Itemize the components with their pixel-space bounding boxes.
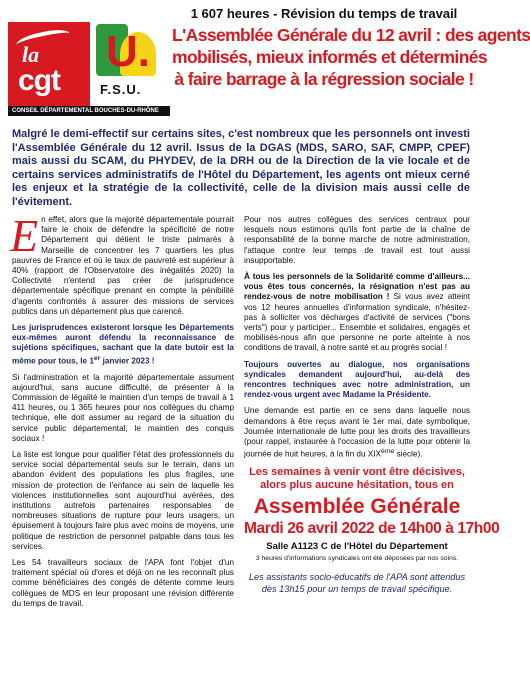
cta-date: Mardi 26 avril 2022 de 14h00 à 17h00 bbox=[244, 520, 500, 538]
venue-note: 3 heures d'informations syndicales ont été déposées par nos soins. bbox=[255, 555, 459, 563]
left-paragraph-2-text: Les jurisprudences existeront lorsque les Départements eux-mêmes auront défendu la reconnaissance de sujétions spécifiques, sachant que la date butoir est la même pour tous, le 1 bbox=[12, 323, 234, 366]
right-paragraph-2-text: Si vous avez atteint vos 12 heures annuelles d'information syndicale, n'hésitez-pas à solliciter vos décharges d'activité de services ("bons verts") pour y participer... Ensemble et solidaires, engagés et mobilisés-nous afin que personne ne porte atteinte à nos conditions de travail, à notre santé et au progrès social ! bbox=[244, 292, 470, 353]
drop-cap: E bbox=[10, 210, 39, 261]
fsu-logo bbox=[92, 24, 166, 104]
left-paragraph-2 bbox=[12, 323, 234, 367]
right-paragraph-2 bbox=[244, 272, 470, 354]
right-paragraph-4-end: siècle). bbox=[394, 450, 423, 459]
cta-assemblee: Assemblée Générale bbox=[253, 495, 461, 519]
cta-line-2: alors plus aucune hésitation, tous en bbox=[260, 479, 454, 492]
header-title-line: à faire barrage à la régression sociale ! bbox=[174, 69, 474, 89]
fsu-logo-letter: U. bbox=[106, 27, 150, 76]
right-column bbox=[244, 215, 500, 595]
header-title-line: L'Assemblée Générale du 12 avril : des agents bbox=[172, 25, 530, 45]
right-paragraph-2-bold: À tous les personnels de la Solidarité comme d'ailleurs... vous êtes tous concernés, la résignation n'est pas au rendez-vous de notre mobilisation ! bbox=[244, 272, 470, 302]
left-paragraph-2-end: janvier 2023 ! bbox=[100, 356, 155, 366]
left-paragraph-1 bbox=[10, 210, 234, 317]
right-paragraph-3: Toujours ouvertes au dialogue, nos organisations syndicales demandent aujourd'hui, au-delà des rencontres techniques avec notre administration, un rendez-vous urgent avec Madame la Présidente. bbox=[244, 359, 470, 400]
intro-paragraph: Malgré le demi-effectif sur certains sites, c'est nombreux que les personnels ont investi l'Assemblée Générale du 12 avril. Issus de la DGAS (MDS, SARO, SAF, CMPP, CPEF) mais aussi du SCAM, du PHYDEV, de la DRH ou de la Direction de la vie locale et de certains services administratifs de l'Hôtel du Département, les agents ont mieux cerné les enjeux et la stratégie de la collectivité, celle de la division mais aussi celle de l'évitement. bbox=[12, 128, 470, 208]
cgt-logo-la: la bbox=[22, 42, 40, 67]
left-paragraph-4: La liste est longue pour qualifier l'état des professionnels du service social départemental seuls sur le terrain, dans un abandon évident des populations les plus fragiles, une mission de protection de l'enfance au sein de laquelle les violences institutionnelles sont aujourd'hui avérées, des institutions autrefois partenaires responsables de nombreuses situations de rupture pour leurs usagers, un épuisement à toujours faire plus avec moins de moyens, une politique de restriction de personnel palpable dans tous les services. bbox=[12, 450, 234, 551]
venue: Salle A1123 C de l'Hôtel du Département bbox=[266, 541, 448, 553]
fsu-logo-text: F.S.U. bbox=[100, 82, 142, 97]
header-kicker: 1 607 heures - Révision du temps de travail bbox=[190, 6, 458, 21]
cgt-logo bbox=[8, 22, 90, 106]
superscript: er bbox=[93, 354, 101, 362]
superscript: ème bbox=[381, 448, 395, 456]
cgt-logo-text: cgt bbox=[18, 64, 60, 97]
header-title bbox=[172, 24, 530, 90]
right-paragraph-4-text: Une demande est partie en ce sens dans laquelle nous demandons à être reçus avant le 1er mai, date symbolique, Journée internationale de lutte pour les droits des travailleurs (pour rappel, instaurée à l'occasion de la lutte pour obtenir la journée de huit heures, à la fin du XIX bbox=[244, 406, 470, 459]
cgt-subtitle: CONSEIL DÉPARTEMENTAL BOUCHES-DU-RHÔNE bbox=[8, 106, 170, 116]
cta-line-1: Les semaines à venir vont être décisives, bbox=[249, 466, 465, 479]
right-paragraph-1: Pour nos autres collègues des services centraux pour lesquels nous estimons qu'ils font partie de la chaîne de responsabilité de la bonne marche de notre administration, l'attaque contre leur temps de travail est tout aussi insupportable. bbox=[244, 215, 470, 265]
left-paragraph-1-text: n effet, alors que la majorité départementale pourrait faire le choix de défendre la spécificité de notre Département qui détient le triste palmarès à Marseille de concentrer les 7 quartiers les plus pauvres de France et où le taux de pauvreté est supérieur à 40% (rapport de l'Observatoire des inégalités 2020) la Collectivité n'entend pas créer de jurisprudence départementale spécifique prenant en compte la pénibilité d'agents confrontés à assurer des missions de services publics dans un département plus que carencé. bbox=[12, 215, 234, 316]
left-paragraph-3: Si l'administration et la majorité départementale assument aujourd'hui, sans aucune difficulté, de présenter à la Commission de légalité le maintien d'un temps de travail à 1 411 heures, ou 1 365 heures pour nos collègues du champ technique, elle doit assumer au regard de la situation du service public départemental, le maintien des conquis sociaux ! bbox=[12, 372, 234, 443]
left-paragraph-5: Les 54 travailleurs sociaux de l'APA font l'objet d'un traitement spécial où d'ores et déjà on ne les reconnaît plus comme bénéficiaires des congés de détente comme leurs collègues de MDS en leur proposant une révision différente du temps de travail. bbox=[12, 558, 234, 608]
left-column bbox=[10, 210, 234, 615]
header-title-line: mobilisés, mieux informés et déterminés bbox=[172, 47, 488, 67]
footnote: Les assistants socio-éducatifs de l'APA sont attendus dès 13h15 pour un temps de travail spécifique. bbox=[248, 572, 466, 595]
right-paragraph-4 bbox=[244, 406, 470, 460]
